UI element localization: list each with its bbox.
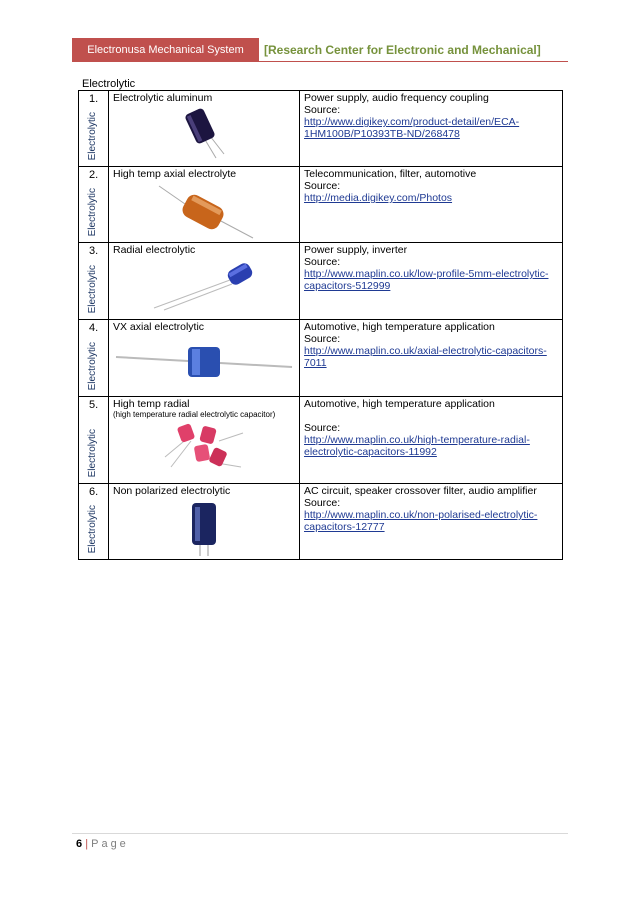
- source-label: Source:: [304, 422, 341, 434]
- row-vertical-label: Electrolytic: [87, 341, 98, 390]
- usage-text: Automotive, high temperature application: [304, 398, 495, 410]
- radial-capacitor-image: [144, 260, 264, 312]
- source-label: Source:: [304, 104, 341, 116]
- header-divider: [72, 61, 568, 62]
- source-label: Source:: [304, 256, 341, 268]
- header-title: [Research Center for Electronic and Mechanical]: [264, 43, 541, 57]
- usage-cell: [300, 397, 563, 484]
- usage-cell: [300, 167, 563, 243]
- source-link[interactable]: http://www.maplin.co.uk/axial-electrolytic-capacitors-7011: [304, 345, 547, 369]
- header-brand: Electronusa Mechanical System: [72, 38, 259, 62]
- source-link[interactable]: http://www.digikey.com/product-detail/en/ECA-1HM100B/P10393TB-ND/268478: [304, 116, 520, 140]
- footer-divider: [72, 833, 568, 834]
- usage-cell: [300, 91, 563, 167]
- row-number: 5.: [89, 399, 99, 411]
- component-name: Non polarized electrolytic: [113, 485, 231, 497]
- source-label: Source:: [304, 497, 341, 509]
- high-temp-radial-capacitors-image: [159, 423, 249, 471]
- page-word: Page: [91, 838, 129, 850]
- source-link[interactable]: http://www.maplin.co.uk/non-polarised-electrolytic-capacitors-12777: [304, 509, 538, 533]
- component-name: High temp axial electrolyte: [113, 168, 237, 180]
- table-row: [79, 397, 563, 484]
- usage-cell: [300, 320, 563, 397]
- component-cell: [109, 167, 300, 243]
- usage-cell: [300, 243, 563, 320]
- component-name: VX axial electrolytic: [113, 321, 205, 333]
- row-vertical-label: Electrolytic: [87, 504, 98, 553]
- page-footer: [76, 838, 129, 850]
- row-number: 1.: [89, 93, 99, 105]
- usage-text: Power supply, audio frequency coupling: [304, 92, 489, 104]
- source-link[interactable]: http://www.maplin.co.uk/high-temperature-radial-electrolytic-capacitors-11992: [304, 434, 530, 458]
- usage-cell: [300, 484, 563, 560]
- vx-axial-capacitor-image: [114, 337, 294, 385]
- row-vertical-label: Electrolytic: [87, 264, 98, 313]
- component-name: Electrolytic aluminum: [113, 92, 213, 104]
- source-label: Source:: [304, 180, 341, 192]
- page-header: [72, 38, 568, 62]
- capacitor-table: [78, 90, 563, 560]
- row-number: 6.: [89, 486, 99, 498]
- component-name: Radial electrolytic: [113, 244, 196, 256]
- row-vertical-label: Electrolytic: [87, 111, 98, 160]
- source-link[interactable]: http://www.maplin.co.uk/low-profile-5mm-electrolytic-capacitors-512999: [304, 268, 549, 292]
- component-cell: [109, 320, 300, 397]
- non-polarized-capacitor-image: [184, 501, 224, 557]
- footer-separator: |: [85, 838, 89, 850]
- section-label: Electrolytic: [82, 78, 136, 90]
- table-row: [79, 243, 563, 320]
- component-name: High temp radial: [113, 398, 190, 410]
- table-row: [79, 167, 563, 243]
- row-vertical-label: Electrolytic: [87, 428, 98, 477]
- component-cell: [109, 91, 300, 167]
- component-cell: [109, 484, 300, 560]
- table-row: [79, 320, 563, 397]
- component-cell: [109, 243, 300, 320]
- source-label: Source:: [304, 333, 341, 345]
- radial-aluminum-capacitor-image: [164, 108, 244, 160]
- row-number-cell: [79, 167, 109, 243]
- source-link[interactable]: http://media.digikey.com/Photos: [304, 192, 453, 204]
- component-subnote: (high temperature radial electrolytic capacitor): [113, 410, 276, 419]
- row-number-cell: [79, 397, 109, 484]
- usage-text: Automotive, high temperature application: [304, 321, 495, 333]
- row-number-cell: [79, 320, 109, 397]
- row-number: 2.: [89, 169, 99, 181]
- usage-text: Telecommunication, filter, automotive: [304, 168, 477, 180]
- usage-text: Power supply, inverter: [304, 244, 408, 256]
- axial-capacitor-image: [149, 184, 259, 240]
- row-number: 4.: [89, 322, 99, 334]
- row-number-cell: [79, 484, 109, 560]
- row-number-cell: [79, 91, 109, 167]
- usage-text: AC circuit, speaker crossover filter, audio amplifier: [304, 485, 537, 497]
- component-cell: [109, 397, 300, 484]
- table-row: [79, 91, 563, 167]
- row-vertical-label: Electrolytic: [87, 187, 98, 236]
- row-number: 3.: [89, 245, 99, 257]
- row-number-cell: [79, 243, 109, 320]
- table-row: [79, 484, 563, 560]
- page-number: 6: [76, 838, 83, 850]
